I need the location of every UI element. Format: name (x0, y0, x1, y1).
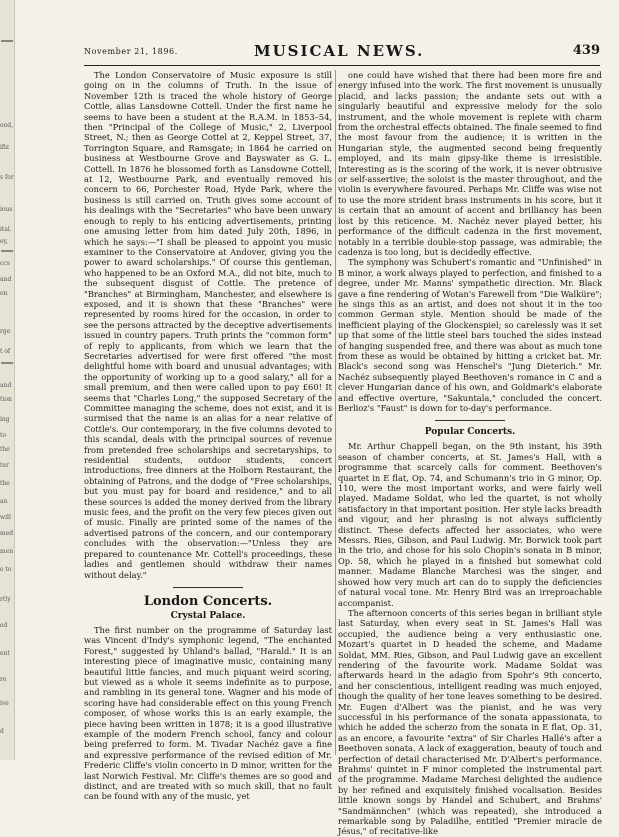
gutter-fragment: ter (0, 462, 9, 469)
gutter-fragment: the (0, 480, 10, 487)
masthead-title: MUSICAL NEWS. (254, 42, 425, 60)
gutter-fragment: ing (0, 416, 10, 423)
section-divider (435, 420, 505, 421)
gutter-fragment: d (0, 728, 4, 735)
page-number: 439 (572, 43, 600, 58)
gutter-fragment: ed (0, 622, 8, 629)
section-divider (173, 587, 243, 588)
gutter-fragment: ey, (0, 238, 9, 245)
gutter-fragment: to (0, 432, 7, 439)
gutter-mark (1, 40, 13, 42)
gutter-mark (1, 362, 13, 364)
gutter-fragment: an (0, 498, 8, 505)
page-header (84, 40, 600, 64)
gutter-fragment: men (0, 548, 14, 555)
gutter-mark (1, 250, 13, 252)
article-paragraph: The afternoon concerts of this series began in brilliant style last Saturday, when every seat in St. James's Hall was occupied, the audience being a very enthusiastic one. Mozart's quartet in D headed the scheme, and Madame Soldat, MM. Ries, Gibson, and Paul Ludwig gave an excellent rendering of the favourite work. Madame Soldat was afterwards heard in the adagio from Spohr's 9th concerto, and her conscientious, intelligent reading was much enjoyed, though the quality of her tone leaves something to be desired. Mr. Eugen d'Albert was the pianist, and he was very successful in his performance of the sonata appassionata, to which he added the scherzo from the sonata in E flat, Op. 31, as an encore, a favourite "extra" of Sir Charles Hallé's after a Beethoven sonata. A lack of exaggeration, beauty of touch and perfection of detail characterised Mr. D'Albert's performance. Brahms' quintet in F minor completed the instrumental part of the programme. Madame Marchesi delighted the audience by her refined and exquisitely finished vocalisation. Besides little known songs by Handel and Schubert, and Brahms' "Sandmännchen" (which was repeated), she introduced a remarkable song by Paladilhe, entitled "Premier miracle de Jésus," of recitative-like (338, 607, 602, 837)
section-heading-london-concerts: London Concerts. (143, 593, 273, 609)
gutter-fragment: ccs (0, 260, 10, 267)
gutter-fragment: ive (0, 700, 9, 707)
article-paragraph: The symphony was Schubert's romantic and "Unfinished" in B minor, a work always played to perfection, and finished to a degree, under Mr. Manns' sympathetic direction. Mr. Black gave a fine rendering of Wotan's Farewell from "Die Walküre"; he sings this as an artist, and does not shout it in the too common German style. Mention should be made of the inefficient playing of the Glockenspiel; so carelessly was it set up that some of the little steel bars touched the sides instead of hanging suspended free, and there was about as much tone from these as would be obtained by hitting a cricket bat. Mr. Black's second song was Henschel's "Jung Dieterich." Mr. Nachéz subsequently played Beethoven's romance in C and a clever Hungarian dance of his own, and Goldmark's elaborate and effective overture, "Sakuntala," concluded the concert. Berlioz's "Faust" is down for to-day's performance. (338, 257, 602, 413)
gutter-fragment: on (0, 290, 8, 297)
gutter-fragment: med (0, 530, 14, 537)
gutter-fragment: ital. (0, 226, 12, 233)
gutter-fragment: and (0, 276, 12, 283)
gutter-fragment: re (0, 676, 7, 683)
subheading-crystal-palace: Crystal Palace. (170, 610, 246, 621)
left-column (84, 70, 332, 802)
gutter-fragment: ifiz (0, 144, 10, 151)
article-paragraph: The first number on the programme of Saturday last was Vincent d'Indy's symphonic legend, "The enchanted Forest," suggested by Uhland's ballad, "Harald." It is an interesting piece of imaginative music, containing many beautiful little fancies, and much piquant weird scoring, but viewed as a whole it seems indefinite as to purpose, and rambling in its general tone. Wagner and his mode of scoring have had considerable effect on this young French composer, of whose works this is an early example, the piece having been written in 1878; it is a good illustrative example of the modern French school, fancy and colour being preferred to form. M. Tivadar Nachéz gave a fine and expressive performance of the revised edition of Mr. Frederic Cliffe's violin concerto in D minor, written for the last Norwich Festival. Mr. Cliffe's themes are so good and distinct, and are treated with so much skill, that no fault can be found with any of the music, yet (84, 624, 332, 802)
article-paragraph: Mr. Arthur Chappell began, on the 9th instant, his 39th season of chamber concerts, at St. James's Hall, with a programme that scarcely calls for comment. Beethoven's quartet in E flat, Op. 74, and Schumann's trio in G minor, Op. 110, were the most important works, and were fairly well played. Madame Soldat, who led the quartet, is not wholly satisfactory in that important position. Her style lacks breadth and vigour, and her phrasing is not always sufficiently distinct. These defects affected her associates, who were Messrs. Ries, Gibson, and Paul Ludwig. Mr. Borwick took part in the trio, and chose for his solo Chopin's sonata in B minor, Op. 58, which he played in a finished but somewhat cold manner. Madame Blanche Marchesi was the singer, and showed how very much art can do to supply the deficiencies of natural vocal tone. Mr. Henry Bird was an irreproachable accompanist. (338, 441, 602, 608)
article-paragraph: one could have wished that there had been more fire and energy infused into the work. The first movement is unusually placid, and lacks passion; the andante sets out with a singularly beautiful and expressive melody for the solo instrument, and the whole movement is replete with charm from the orchestral effects obtained. The finale seemed to find the most favour from the audience; it is written in the Hungarian style, the augmented second being frequently employed, and its main gipsy-like theme is irresistible. Interesting as is the scoring of the work, it is never obtrusive or self-assertive; the soloist is the master throughout, and the violin is everywhere favoured. Perhaps Mr. Cliffe was wise not to use the more strident brass instruments in his score, but it is certain that an amount of accent and brilliancy has been lost by this reticence. M. Nachéz never played better, his performance of the difficult cadenza in the first movement, notably in a terrible double-stop passage, was admirable; the cadenza is too long, but is decidedly effective. (338, 70, 602, 257)
gutter-fragment: ood, (0, 122, 13, 129)
binding-gutter (0, 0, 15, 760)
header-rule (84, 65, 600, 66)
article-paragraph: The London Conservatoire of Music exposure is still going on in the columns of Truth. In the issue of November 12th is traced the whole history of George Cottle, alias Lansdowne Cottell. Under the first name he seems to have been a student at the R.A.M. in 1853–54, then "Principal of the College of Music," 2, Liverpool Street, N.; then as George Cottel at 2, Keppel Street, 37, Torrington Square, and Ramsgate; in 1864 he carried on business at Westbourne Grove and Bayswater as G. L. Cottell. In 1876 he blossomed forth as Lansdowne Cottell, at 12, Westbourne Park, and eventually removed his concern to 66, Porchester Road, Hyde Park, where the business is still carried on. Truth gives some account of his dealings with the "Secretaries" who have been unwary enough to reply to his enticing advertisements, printing one amusing letter from him dated July 20th, 1896, in which he says:—"I shall be pleased to appoint you music examiner to the Conservatoire at Andover, giving you the power to award scholarships." Of course this gentleman, who happened to be an Oxford M.A., did not bite, much to the subsequent disgust of Cottle. The pretence of "Branches" at Birmingham, Manchester, and elsewhere is exposed, and it is shown that these "Branches" were represented by rooms hired for the occasion, in order to see the persons attracted by the deceptive advertisements issued in country papers. Truth prints the "common form" of reply to applicants, from which we learn that the Secretaries advertised for were first offered "the most delightful home with board and unusual advantages; with the opportunity of working up to a good salary," all for a small premium, and then were called upon to pay £60! It seems that "Charles Long," the supposed Secretary of the Committee managing the scheme, does not exist, and it is surmised that the name is an alias for a near relative of Cottle's. Our contemporary, in the five columns devoted to this scandal, deals with the principal sources of revenue from pretended free scholarships and secretaryships, to residential students, outdoor students, concert introductions, free dinners at the Holborn Restaurant, the obtaining of Patrons, and the dodge of "Free scholarships, but you must pay for board and residence," and to all these sources is added the money derived from the library music fees, and the profit on the very few pieces given out of music. Finally are printed some of the names of the advertised patrons of the concern, and our contemporary concludes with the observation:—"Unless they are prepared to countenance Mr. Cottell's proceedings, these ladies and gentlemen should withdraw their names without delay." (84, 70, 332, 580)
gutter-fragment: s for (0, 174, 14, 181)
column-divider (335, 70, 336, 755)
gutter-fragment: t of (0, 348, 11, 355)
gutter-fragment: ent (0, 650, 10, 657)
gutter-fragment: ious (0, 206, 13, 213)
gutter-fragment: e to (0, 566, 12, 573)
gutter-fragment: the (0, 446, 10, 453)
issue-date: November 21, 1896. (84, 47, 178, 56)
gutter-fragment: rtly (0, 596, 11, 603)
right-column (338, 70, 602, 837)
gutter-fragment: tion (0, 396, 12, 403)
subheading-popular-concerts: Popular Concerts. (424, 427, 516, 438)
gutter-fragment: will (0, 514, 11, 521)
gutter-fragment: and (0, 382, 12, 389)
gutter-fragment: rge (0, 328, 11, 335)
